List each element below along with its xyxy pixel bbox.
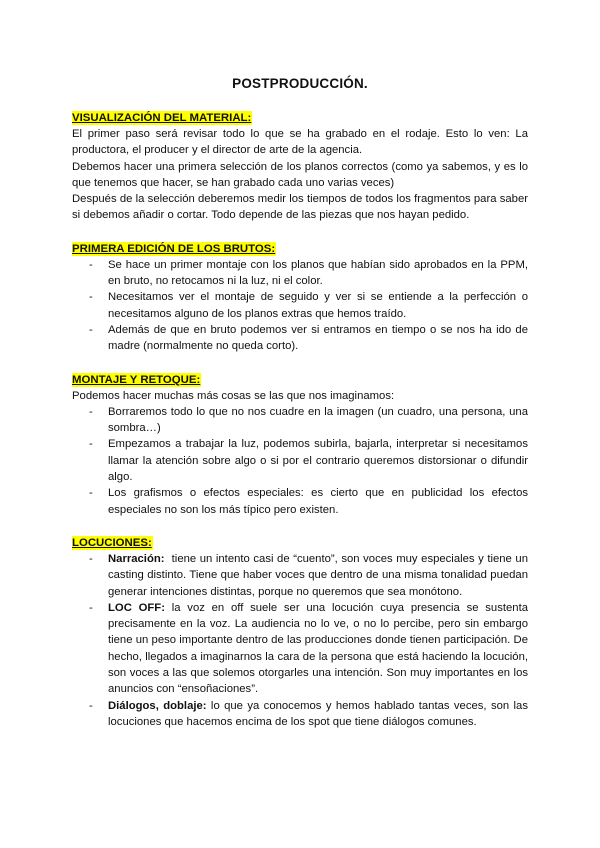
list-item-term: Narración: <box>108 552 165 565</box>
section-heading: LOCUCIONES: <box>72 536 152 549</box>
section-heading: PRIMERA EDICIÓN DE LOS BRUTOS: <box>72 242 276 255</box>
list-item-text: tiene un intento casi de “cuento”, son voces muy especiales y tiene un casting distinto. Tiene que haber voces que dentro de una misma tonalidad puedan generar intenciones distintas, porque no queremos que sea monótono. <box>108 552 532 598</box>
list-item-term: Diálogos, doblaje: <box>108 699 207 712</box>
list-item-term: LOC OFF: <box>108 601 165 614</box>
list-item <box>72 436 528 485</box>
list-item <box>72 600 528 698</box>
dash-marker: - <box>89 699 93 712</box>
list-item-text: Además de que en bruto podemos ver si entramos en tiempo o se nos ha ido de madre (normalmente no queda corto). <box>108 323 528 353</box>
paragraph: Debemos hacer una primera selección de los planos correctos (como ya sabemos, y es lo que tenemos que hacer, se han grabado cada uno varias veces) <box>72 160 528 189</box>
section-locuciones <box>72 533 532 730</box>
dash-marker: - <box>89 258 93 271</box>
paragraph: El primer paso será revisar todo lo que se ha grabado en el rodaje. Esto lo ven: La productora, el producer y el director de arte de la agencia. <box>72 128 528 157</box>
list-item-text: Necesitamos ver el montaje de seguido y ver si se entiende a la perfección o necesitamos alguno de los planos extras que hemos traído. <box>108 291 528 320</box>
dash-marker: - <box>89 552 93 565</box>
list-item-text: lo que ya conocemos y hemos hablado tantas veces, son las locuciones que hacemos encima de los spot que tiene diálogos comunes. <box>108 699 528 728</box>
bullet-list <box>72 257 528 355</box>
paragraph: Después de la selección deberemos medir los tiempos de todos los fragmentos para saber si debemos añadir o cortar. Todo depende de las piezas que nos hayan pedido. <box>72 193 528 222</box>
bullet-list <box>72 551 532 730</box>
document-body <box>72 108 532 745</box>
dash-marker: - <box>89 487 93 500</box>
list-item-text: Se hace un primer montaje con los planos que habían sido aprobados en la PPM, en bruto, no retocamos ni la luz, ni el color. <box>108 258 528 288</box>
list-item <box>72 551 532 600</box>
dash-marker: - <box>89 601 93 614</box>
list-item-text: Los grafismos o efectos especiales: es cierto que en publicidad los efectos especiales no son los más típico pero existen. <box>108 487 528 516</box>
list-item-text: Borraremos todo lo que no nos cuadre en la imagen (un cuadro, una persona, una sombra…) <box>108 405 528 435</box>
dash-marker: - <box>89 438 93 451</box>
section-heading: VISUALIZACIÓN DEL MATERIAL: <box>72 112 252 124</box>
section-intro: Podemos hacer muchas más cosas se las que nos imaginamos: <box>72 389 395 402</box>
bullet-list <box>72 404 528 518</box>
list-item <box>72 485 528 518</box>
page-title: POSTPRODUCCIÓN. <box>232 76 368 91</box>
section-heading: MONTAJE Y RETOQUE: <box>72 373 201 386</box>
list-item <box>72 404 528 437</box>
dash-marker: - <box>89 323 93 336</box>
list-item <box>72 257 528 290</box>
list-item <box>72 322 528 355</box>
dash-marker: - <box>89 405 93 418</box>
list-item-text: Empezamos a trabajar la luz, podemos subirla, bajarla, interpretar si necesitamos llamar la atención sobre algo o si por el contrario queremos distorsionar o difundir algo. <box>108 438 528 484</box>
list-item <box>72 698 528 731</box>
list-item-text: la voz en off suele ser una locución cuya presencia se sustenta precisamente en la voz. La audiencia no lo ve, o no lo percibe, pero sin embargo tiene un peso importante dentro de las producciones donde tienen participación. De hecho, llegados a imaginarnos la cara de la persona que está haciendo la locución, son voces a las que solemos otorgarles una intención. Son muy importantes en los anuncios con “ensoñaciones”. <box>108 601 528 696</box>
dash-marker: - <box>89 291 93 304</box>
list-item <box>72 289 528 322</box>
section-visualizacion <box>72 108 528 224</box>
section-primera-edicion <box>72 239 528 355</box>
section-montaje <box>72 370 528 518</box>
